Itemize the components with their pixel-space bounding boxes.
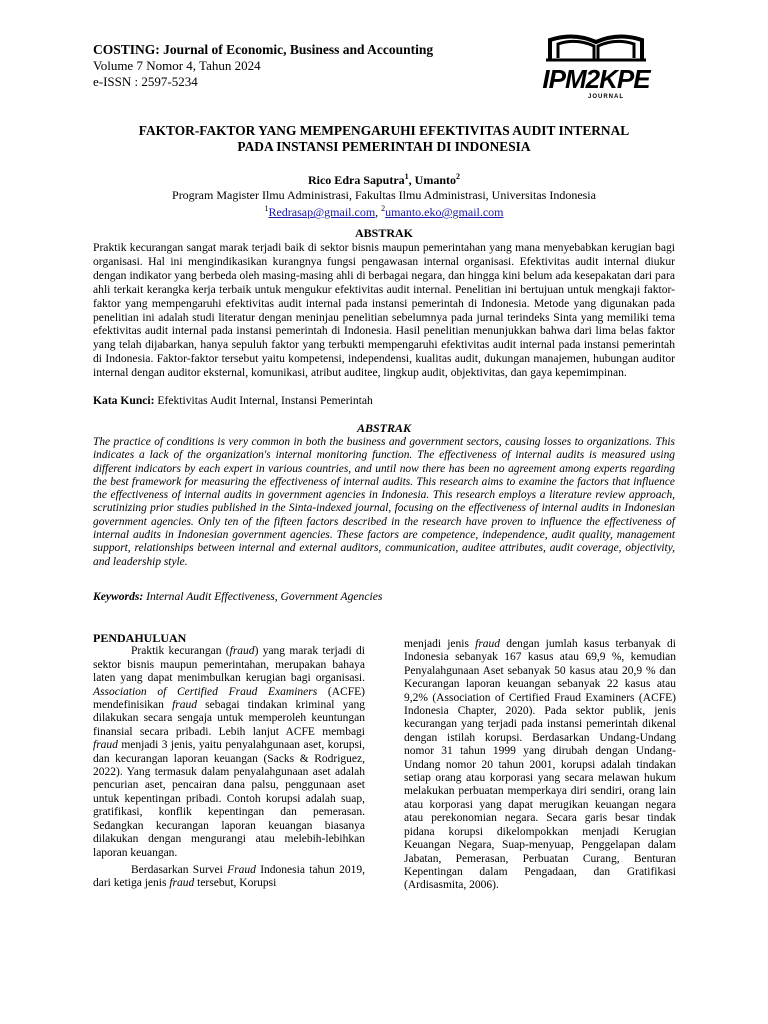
- affiliation: Program Magister Ilmu Administrasi, Fakultas Ilmu Administrasi, Universitas Indonesia: [172, 187, 596, 202]
- author-2-sup: 2: [456, 172, 461, 181]
- author-block: [93, 170, 675, 220]
- email-2-link[interactable]: umanto.eko@gmail.com: [385, 205, 504, 219]
- keywords-en-text: Internal Audit Effectiveness, Government Agencies: [143, 590, 383, 603]
- email-1-sup: 1: [264, 204, 269, 213]
- keywords-id-label: Kata Kunci:: [93, 394, 155, 407]
- body-right-column: [404, 638, 676, 893]
- author-1-sup: 1: [404, 172, 409, 181]
- logo-text: IPM2KPE: [542, 64, 650, 94]
- journal-header: [93, 42, 433, 90]
- right-paragraph-1: menjadi jenis fraud dengan jumlah kasus terbanyak di Indonesia sebanyak 167 kasus atau 69,9 %, kemudian Penyalahgunaan Aset sebanyak 50 kasus atau 20,9 % dan Kecurangan laporan keuangan sebanyak 22 kasus atau 9,2% (Association of Certified Fraud Examiners (ACFE) Indonesia Chapter, 2020). Pada sektor publik, jenis kecurangan yang terjadi pada instansi pemerintah dikenal dengan istilah korupsi. Berdasarkan Undang-Undang nomor 31 tahun 1999 yang dirubah dengan Undang-Undang nomor 20 tahun 2001, korupsi adalah tindakan setiap orang atau korporasi yang secara melawan hukum melakukan perbuatan memperkaya diri sendiri, orang lain atau korporasi yang dapat merugikan keuangan negara atau perekonomian negara. Secara garis besar tindak pidana korupsi dikelompokkan menjadi Kerugian Keuangan Negara, Suap-menyuap, Penggelapan dalam Jabatan, Pemerasan, Perbuatan Curang, Benturan Kepentingan dalam Pengadaan, dan Gratifikasi (Ardisasmita, 2006).: [404, 638, 676, 892]
- journal-name: COSTING: Journal of Economic, Business and Accounting: [93, 42, 434, 57]
- title-line-1: FAKTOR-FAKTOR YANG MEMPENGARUHI EFEKTIVITAS AUDIT INTERNAL: [138, 123, 630, 138]
- keywords-en-label: Keywords:: [93, 590, 144, 603]
- journal-issn: e-ISSN : 2597-5234: [93, 74, 198, 89]
- keywords-id-text: Efektivitas Audit Internal, Instansi Pemerintah: [154, 394, 373, 407]
- body-left-column: [93, 632, 365, 891]
- left-paragraph-2: Berdasarkan Survei Fraud Indonesia tahun 2019, dari ketiga jenis fraud tersebut, Korupsi: [93, 863, 365, 890]
- keywords-en: [93, 590, 675, 603]
- abstract-id-text: Praktik kecurangan sangat marak terjadi baik di sektor bisnis maupun pemerintahan yang mana menyebabkan kerugian bagi organisasi. Hal ini mengindikasikan kurangnya fungsi pengawasan internal organisasi. Efektivitas audit internal diukur dengan indikator yang berbeda oleh masing-masing ahli di berbagai negara, dan hingga kini belum ada kesepakatan dari para ahli terkait kerangka kerja terbaik untuk mengukur efektivitas audit internal. Penelitian ini bertujuan untuk mengkaji faktor-faktor yang mempengaruhi efektivitas audit internal pada instansi pemerintah di Indonesia. Metode yang digunakan pada penelitian ini adalah studi literatur dengan meninjau penelitian sebelumnya pada jurnal terindeks Sinta yang memiliki tema efektivitas audit internal pada instansi pemerintah di Indonesia. Hasil penelitian menunjukkan bahwa dari lima belas faktor yang telah dijabarkan, hanya sepuluh faktor yang terbukti mempengaruhi efektivitas audit internal pada instansi pemerintah di Indonesia. Faktor-faktor tersebut yaitu kompetensi, independensi, kualitas audit, dukungan manajemen, hubungan auditor internal dengan auditor eksternal, komunikasi, atribut auditee, lingkup audit, objektivitas, dan gaya kepemimpinan.: [93, 241, 675, 380]
- abstract-en-text: The practice of conditions is very common in both the business and government sectors, causing losses to organizations. This indicates a lack of the organization's internal monitoring function. The effectiveness of internal audits is measured using different indicators by each expert in various countries, and until now there has been no agreement among experts regarding the best framework for measuring the effectiveness of internal audits. This research aims to examine the factors that influence the effectiveness of internal audits in government agencies in Indonesia. This research employs a literature review approach, scrutinizing prior studies published in the Sinta-indexed journal, focusing on the effectiveness of internal audits in Indonesian government agencies. Only ten of the fifteen factors described in the research have proven to influence the effectiveness of internal audits in Indonesian government agencies. These factors are competence, independence, audit quality, management support, relationships between internal and external auditors, communication, auditee attributes, audit coverage, objectivity, and leadership style.: [93, 436, 675, 568]
- paper-title: [93, 123, 675, 155]
- journal-logo: [540, 30, 652, 102]
- book-icon: [550, 36, 642, 60]
- abstract-en-heading: ABSTRAK: [356, 421, 412, 435]
- author-2: Umanto: [414, 173, 457, 187]
- email-2-sup: 2: [381, 204, 386, 213]
- author-names: [93, 170, 675, 188]
- author-1: Rico Edra Saputra: [307, 173, 405, 187]
- title-line-2: PADA INSTANSI PEMERINTAH DI INDONESIA: [237, 139, 531, 154]
- section-heading: PENDAHULUAN: [93, 631, 187, 645]
- logo-subtext: JOURNAL: [587, 94, 625, 100]
- author-separator: ,: [408, 173, 415, 187]
- emails: [93, 202, 675, 220]
- email-1-link[interactable]: Redrasap@gmail.com: [268, 205, 376, 219]
- abstract-id-heading: ABSTRAK: [354, 226, 413, 240]
- left-paragraph-1: Praktik kecurangan (fraud) yang marak terjadi di sektor bisnis maupun pemerintahan, merupakan bahaya laten yang dapat menimbulkan kerugian bagi organisasi. Association of Certified Fraud Examiners (ACFE) mendefinisikan fraud sebagai tindakan kriminal yang dilakukan secara sengaja untuk memperoleh keuntungan finansial secara pribadi. Lebih lanjut ACFE membagi fraud menjadi 3 jenis, yaitu penyalahgunaan aset, korupsi, dan kecurangan laporan keuangan (Sacks & Rodriguez, 2022). Yang termasuk dalam penyalahgunaan aset adalah pencurian aset, pencairan dana palsu, penggunaan aset untuk kepentingan pribadi. Contoh korupsi adalah suap, gratifikasi, konflik kepentingan dan pemerasan. Sedangkan kecurangan laporan keuangan biasanya dilakukan dengan mengurangi atau melebih-lebihkan laporan keuangan.: [93, 645, 365, 859]
- keywords-id: [93, 394, 675, 407]
- journal-volume: Volume 7 Nomor 4, Tahun 2024: [93, 58, 261, 73]
- email-separator: ,: [375, 205, 382, 219]
